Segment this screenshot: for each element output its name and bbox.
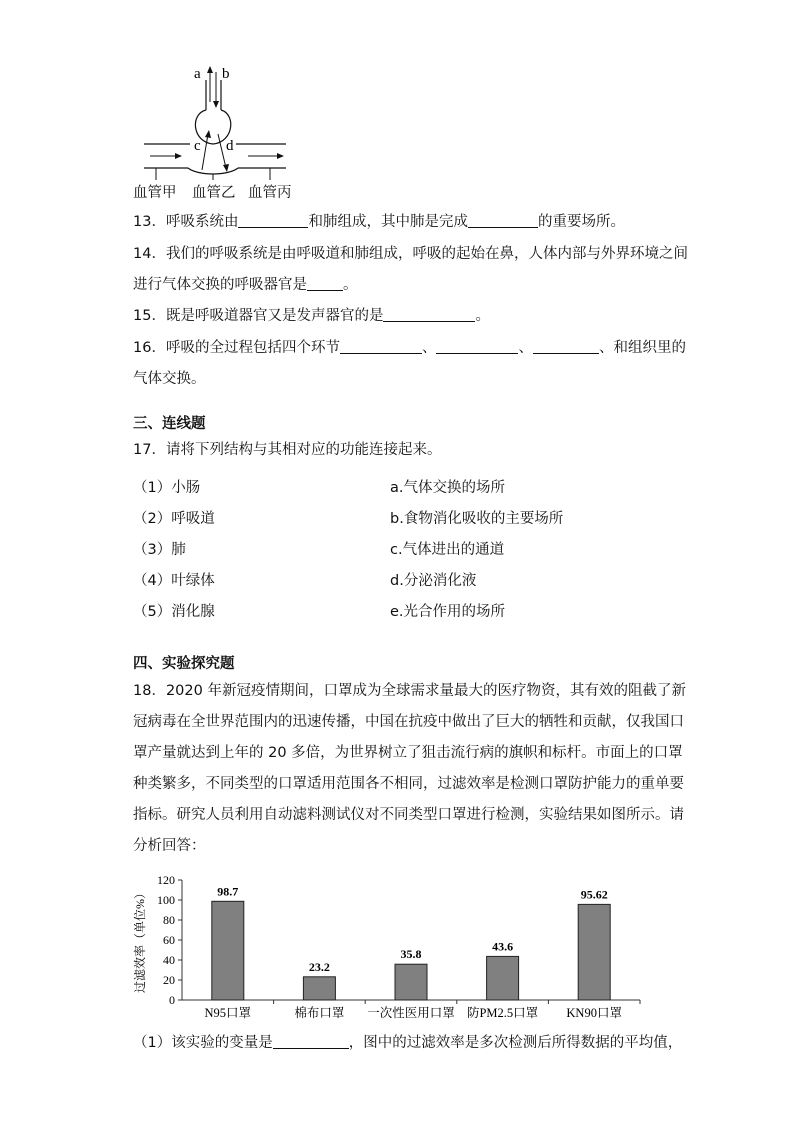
answer-blank[interactable] — [468, 213, 538, 228]
label-d: d — [226, 138, 234, 154]
question-18-line: 18．2020 年新冠疫情期间，口罩成为全球需求量最大的医疗物资，其有效的阻截了新 — [133, 683, 686, 699]
chart-y-tick-label: 120 — [157, 873, 175, 887]
chart-category-label: 一次性医用口罩 — [367, 1006, 455, 1020]
chart-bar-value-label: 43.6 — [492, 939, 514, 954]
question-18-line: 罩产量就达到上年的 20 多倍，为世界树立了狙击流行病的旗帜和标杆。市面上的口罩 — [133, 745, 683, 761]
answer-blank[interactable] — [307, 276, 343, 291]
question-17-prompt: 17．请将下列结构与其相对应的功能连接起来。 — [133, 442, 442, 458]
section-3-heading: 三、连线题 — [133, 416, 206, 432]
question-13: 13．呼吸系统由 和肺组成，其中肺是完成 的重要场所。 — [133, 214, 625, 230]
answer-blank[interactable] — [273, 1034, 349, 1049]
chart-category-label: 棉布口罩 — [294, 1006, 345, 1020]
chart-y-tick-label: 20 — [163, 973, 175, 987]
chart-bar — [303, 977, 335, 1000]
match-left-item[interactable]: （5）消化腺 — [133, 604, 215, 620]
match-right-item[interactable]: b.食物消化吸收的主要场所 — [390, 511, 564, 527]
match-left-item[interactable]: （2）呼吸道 — [133, 511, 215, 527]
chart-ylabel: 过滤效率（单位%） — [133, 887, 147, 993]
match-left-item[interactable]: （1）小肠 — [133, 480, 201, 496]
chart-bar-value-label: 23.2 — [308, 959, 330, 974]
chart-bar-value-label: 98.7 — [217, 884, 239, 899]
chart-bar-value-label: 95.62 — [580, 887, 608, 902]
answer-blank[interactable] — [238, 213, 308, 228]
vessel-label-2: 血管乙 — [192, 185, 236, 201]
chart-category-label: N95口罩 — [204, 1006, 252, 1020]
label-c: c — [194, 138, 201, 154]
question-16-line1: 16．呼吸的全过程包括四个环节 、 、 、和组织里的 — [133, 340, 686, 356]
match-right-item[interactable]: a.气体交换的场所 — [390, 480, 505, 496]
answer-blank[interactable] — [436, 339, 518, 354]
question-18-line: 冠病毒在全世界范围内的迅速传播，中国在抗疫中做出了巨大的牺牲和贡献，仅我国口 — [133, 714, 684, 730]
label-a: a — [194, 66, 201, 82]
match-right-item[interactable]: e.光合作用的场所 — [390, 604, 506, 620]
question-18-sub1: （1）该实验的变量是 ，图中的过滤效率是多次检测后所得数据的平均值， — [133, 1035, 683, 1051]
chart-bar-value-label: 35.8 — [400, 947, 422, 962]
match-left-item[interactable]: （4）叶绿体 — [133, 573, 215, 589]
match-right-item[interactable]: c.气体进出的通道 — [390, 542, 505, 558]
answer-blank[interactable] — [533, 339, 599, 354]
chart-bar — [212, 901, 244, 1000]
question-15: 15．既是呼吸道器官又是发声器官的是 。 — [133, 308, 490, 324]
question-16-line2: 气体交换。 — [133, 371, 206, 387]
chart-y-tick-label: 60 — [163, 933, 175, 947]
question-14-line1: 14．我们的呼吸系统是由呼吸道和肺组成，呼吸的起始在鼻，人体内部与外界环境之间 — [133, 246, 688, 262]
answer-blank[interactable] — [340, 339, 422, 354]
question-14-line2: 进行气体交换的呼吸器官是 。 — [133, 277, 358, 293]
chart-y-tick-label: 0 — [169, 993, 175, 1007]
chart-category-label: KN90口罩 — [566, 1006, 622, 1020]
vessel-label-3: 血管丙 — [248, 185, 292, 201]
question-18-line: 种类繁多，不同类型的口罩适用范围各不相同，过滤效率是检测口罩防护能力的重单要 — [133, 776, 684, 792]
chart-y-tick-label: 80 — [163, 913, 175, 927]
question-18-line: 分析回答： — [133, 838, 206, 854]
section-4-heading: 四、实验探究题 — [133, 656, 235, 672]
chart-y-tick-label: 40 — [163, 953, 175, 967]
match-left-item[interactable]: （3）肺 — [133, 542, 186, 558]
filtration-efficiency-chart — [130, 868, 670, 1028]
match-right-item[interactable]: d.分泌消化液 — [390, 573, 477, 589]
chart-y-tick-label: 100 — [157, 893, 175, 907]
chart-category-label: 防PM2.5口罩 — [466, 1006, 539, 1020]
chart-bar — [395, 964, 427, 1000]
vessel-label-1: 血管甲 — [133, 185, 177, 201]
answer-blank[interactable] — [383, 307, 475, 322]
question-18-line: 指标。研究人员利用自动滤料测试仪对不同类型口罩进行检测，实验结果如图所示。请 — [133, 807, 684, 823]
chart-bar — [578, 904, 610, 1000]
label-b: b — [222, 66, 230, 82]
chart-bar — [487, 956, 519, 1000]
